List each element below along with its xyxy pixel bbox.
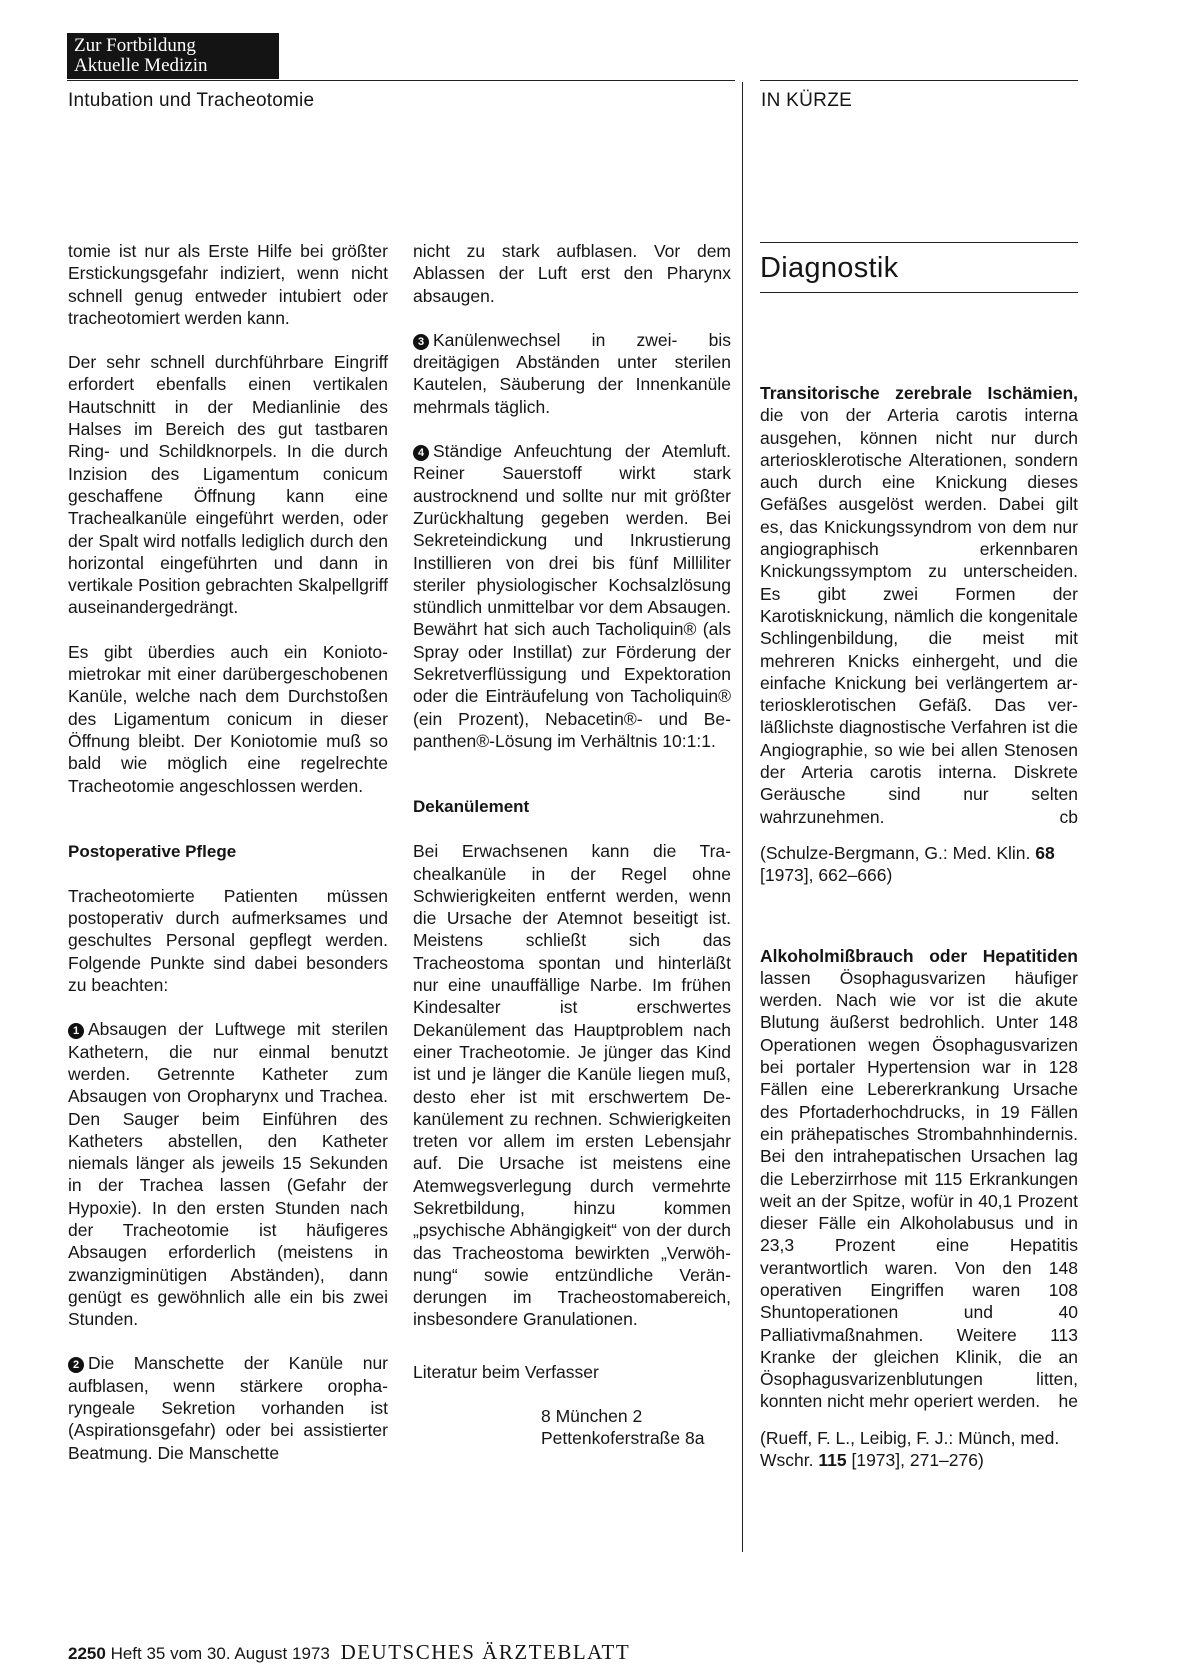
list-item <box>68 1352 388 1463</box>
address-line: 8 München 2 <box>541 1406 643 1427</box>
rubric-box <box>67 33 279 79</box>
sidebar-title-rule-bottom <box>760 292 1078 293</box>
article-column-1 <box>68 240 388 1486</box>
author-initials: he <box>1058 1391 1078 1412</box>
news-item-lead: Alkoholmißbrauch oder Hepatitiden <box>760 945 1078 966</box>
reference-volume: 68 <box>1035 842 1055 863</box>
news-item-body: lassen Ösophagusvarizen häufiger werden. Nach wie vor ist die akute Blutung äußerst bedrohlich. Unter 148 Operationen wegen Ösophagusvarizen bei portaler Hypertension war in 128 Fällen eine Lebererkrankung Ursache des Pfortaderhochdrucks, in 19 Fällen ein prähepatisches Strombahnhindernis. Bei den intrahepatischen Ursachen lag die Leberzirrhose mit 115 Erkrankungen weit an der Spitze, wofür in 40,1 Prozent dieser Fälle ein Alkoholabusus und in 23,3 Prozent eine Hepatitis verantwortlich waren. Von den 148 operativen Eingriffen waren 108 Shuntoperationen und 40 Palliativmaßnahmen. Weitere 113 Kranke der gleichen Klinik, die an Ösophagusvarizenblutungen litten, konnten nicht mehr operiert werden. <box>760 967 1078 1412</box>
list-item-text: Kanülenwechsel in zwei- bis dreitägigen Abständen unter sterilen Kautelen, Säuberung der Innenkanüle mehrmals täglich. <box>413 329 731 417</box>
subheading-postoperative-care: Postoperative Pflege <box>68 841 237 861</box>
section-title: Intubation und Tracheotomie <box>68 90 315 111</box>
subheading-decannulation: Dekanülement <box>413 797 530 817</box>
news-item-lead: Transitorische zerebrale Ischämien, <box>760 383 1078 403</box>
reference <box>760 1427 1078 1472</box>
sidebar-title: Diagnostik <box>760 252 899 284</box>
sidebar-title-rule-top <box>760 242 1078 243</box>
paragraph: Der sehr schnell durchführbare Eingriff erfordert ebenfalls einen vertikalen Hautschnitt in der Medianlinie des Halses im Bereich des gut tastbaren Ring- und Schildknorpels. In die durch Inzision des Ligamentum conicum geschaffene Öffnung kann eine Trachealkanüle eingeführt werden, oder der Spalt wird notfalls lediglich durch den horizontal eingeführten und dann in vertikale Position gebrachten Skalpellgriff auseinandergedrängt. <box>68 352 388 618</box>
number-badge: 1 <box>68 1023 84 1039</box>
paragraph: Tracheotomierte Patienten müssen postoperativ durch aufmerksames und geschultes Personal gepflegt werden. Folgende Punkte sind dabei besonders zu beachten: <box>68 885 388 996</box>
list-item-text: Absaugen der Luftwege mit sterilen Kathetern, die nur einmal benutzt werden. Getrennte Katheter zum Absaugen von Oropharynx und Trachea. Den Sauger beim Einführen des Katheters abstellen, den Katheter niemals länger als jeweils 15 Sekunden in der Trachea lassen (Gefahr der Hypoxie). In den ersten Stunden nach der Tracheotomie ist häufigeres Absaugen erforderlich (meistens in zwanzigminütigen Abständen), dann genügt es gewöhnlich alle ein bis zwei Stunden. <box>68 1019 388 1330</box>
news-item-body: die von der Arteria carotis interna ausgehen, können nicht nur durch arteriosklerotische Alterationen, sondern auch durch eine Knickung dieses Gefäßes ausgelöst werden. Dabei gilt es, das Knickungssyndrom von dem nur angiographisch erkennbaren Knickungssymptom zu unterscheiden. Es gibt zwei Formen der Karotisknickung, nämlich die kongenitale Schlingenbildung, die meist mit mehreren Knicks einhergeht, und die einfache Knickung bei verlängertem arteriosklerotischen Gefäß. Das verläßlichste diagnostische Verfahren ist die Angiographie, so wie bei allen Stenosen der Arteria carotis interna. Diskrete Geräusche sind nur selten wahrzunehmen. <box>760 405 1078 827</box>
paragraph: tomie ist nur als Erste Hilfe bei größter Erstickungsgefahr indiziert, wenn nicht schnell genug entweder intubiert oder tracheotomiert werden kann. <box>68 241 388 328</box>
reference-text: (Schulze-Bergmann, G.: Med. Klin. <box>760 842 1031 863</box>
list-item <box>413 440 731 752</box>
paragraph: nicht zu stark aufblasen. Vor dem Ablassen der Luft erst den Pharynx absaugen. <box>413 241 731 306</box>
news-item <box>760 382 1078 828</box>
page-footer <box>68 1640 630 1665</box>
reference <box>760 842 1078 887</box>
reference-volume: 115 <box>818 1450 847 1471</box>
journal-name: DEUTSCHES ÄRZTEBLATT <box>340 1640 631 1664</box>
number-badge: 2 <box>68 1357 84 1373</box>
paragraph: Es gibt überdies auch ein Koniotomietrokar mit einer darübergeschobenen Kanüle, welche nach dem Durchstoßen des Ligamentum conicum in dieser Öffnung bleibt. Der Koniotomie muß so bald wie möglich eine regelrechte Tracheotomie angeschlossen werden. <box>68 641 388 796</box>
reference-text: [1973], 662–666) <box>760 865 893 886</box>
column-divider <box>742 82 743 1552</box>
author-address <box>413 1405 731 1450</box>
issue-info: Heft 35 vom 30. August 1973 <box>110 1644 330 1663</box>
sidebar-column <box>760 382 1078 1493</box>
page-number: 2250 <box>68 1644 106 1663</box>
sidebar-label: IN KÜRZE <box>761 90 853 111</box>
address-line: Pettenkoferstraße 8a <box>541 1428 705 1449</box>
author-initials: cb <box>1059 806 1078 827</box>
list-item-text: Ständige Anfeuchtung der Atemluft. Reiner Sauerstoff wirkt stark austrocknend und sollte nur mit größter Zurückhaltung gegeben werden. Bei Sekreteindickung und Inkrustierung Instillieren von drei bis fünf Milliliter steriler physiologischer Kochsalzlösung stündlich unmittelbar vor dem Absaugen. Bewährt hat sich auch Tacholiquin® (als Spray oder Instillat) zur Förderung der Sekretverflüssigung und Expektoration oder die Einträufelung von Tacholiquin® (ein Prozent), Nebacetin®- und Bepanthen®-Lösung im Verhältnis 10:1:1. <box>413 441 731 751</box>
list-item <box>68 1018 388 1330</box>
rubric-line-1: Zur Fortbildung <box>74 35 196 56</box>
literature-note: Literatur beim Verfasser <box>413 1361 599 1382</box>
number-badge: 3 <box>413 334 429 350</box>
header-rule-left <box>67 80 735 81</box>
header-rule-right <box>760 80 1078 81</box>
list-item-text: Die Manschette der Kanüle nur aufblasen, wenn stärkere oropharyngeale Sekretion vorhanden ist (Aspirationsgefahr) oder bei assistierter Beatmung. Die Manschette <box>68 1353 388 1463</box>
article-column-2 <box>413 240 731 1450</box>
reference-text: (Rueff, F. L., Leibig, F. J.: Münch, med. Wschr. <box>760 1427 1060 1471</box>
reference-text: [1973], 271–276) <box>851 1450 984 1471</box>
paragraph: Bei Erwachsenen kann die Trachealkanüle in der Regel ohne Schwierigkeiten entfernt werden, wenn die Ursache der Atemnot beseitigt ist. Meistens schließt sich das Tracheostoma spontan und hinterläßt nur eine unauffällige Narbe. Im frühen Kindesalter ist erschwertes Dekanülement das Hauptproblem nach einer Tracheotomie. Je jünger das Kind ist und je länger die Kanüle liegen muß, desto eher ist mit erschwertem Dekanülement zu rechnen. Schwierigkeiten treten vor allem im ersten Lebensjahr auf. Die Ursache ist meistens eine Atemwegsverlegung durch vermehrte Sekretbildung, hinzu kommen „psychische Abhängigkeit“ von der durch das Tracheostoma bewirkten „Verwöhnung“ sowie entzündliche Veränderungen im Tracheostomabereich, insbesondere Granulationen. <box>413 841 731 1330</box>
list-item <box>413 329 731 418</box>
news-item <box>760 945 1078 1413</box>
number-badge: 4 <box>413 445 429 461</box>
rubric-line-2: Aktuelle Medizin <box>74 55 208 76</box>
